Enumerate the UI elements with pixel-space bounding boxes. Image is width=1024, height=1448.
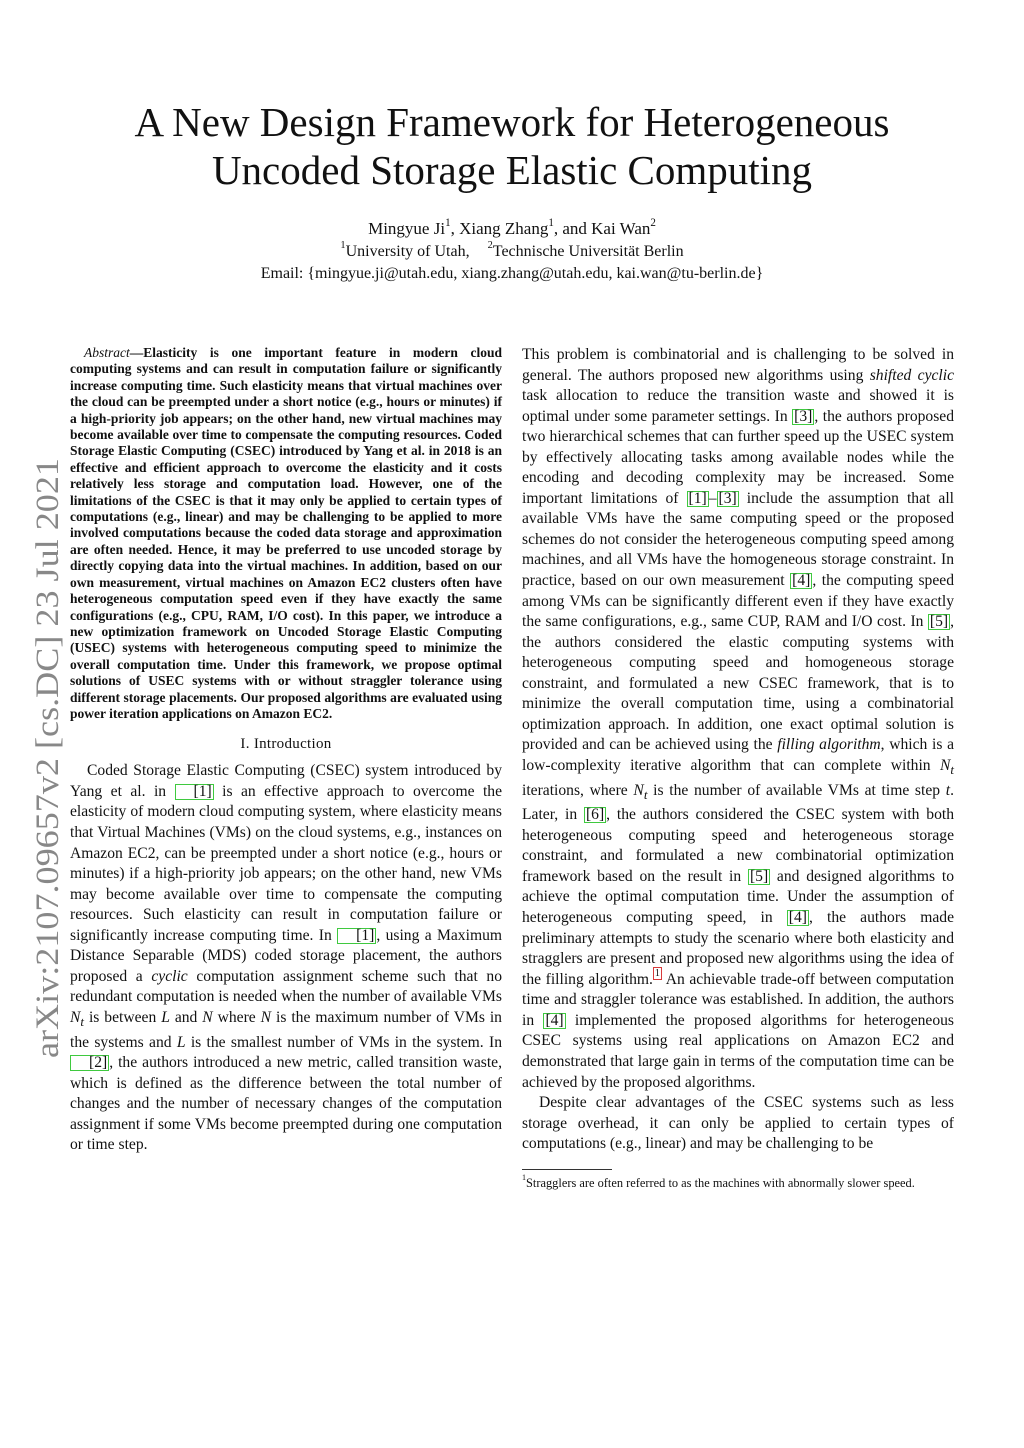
title-line-1: A New Design Framework for Heterogeneous [134,99,890,145]
section-heading-introduction: I. Introduction [240,736,332,753]
footnote-divider [522,1169,612,1170]
citation-link[interactable]: [1] [688,489,707,507]
citation-link[interactable]: [4] [792,572,811,590]
affiliations [60,241,964,263]
citation-link[interactable]: [5] [929,613,949,631]
affil-2-mark: 2 [487,240,493,252]
paper-title [60,98,964,194]
arxiv-id: arXiv:2107.09657v2 [cs.DC] 23 Jul 2021 [30,509,66,1058]
citation-link[interactable]: [5] [749,867,769,885]
left-column [70,345,502,1156]
author-1-affil: 1 [445,216,451,229]
intro-paragraph-1: Coded Storage Elastic Computing (CSEC) system introduced by Yang et al. in [1] is an effective approach to overcome the elasticity of modern cloud computing system, where elasticity means that Virtual Machines (VMs) on the cloud systems, e.g., instances on Amazon EC2, can be preempted under a short notice (e.g., hours or minutes) if a high-priority job appears; on the other hand, new VMs may become available over time to compensate the computing resources. Such elasticity can result in computation failure or significantly increase computing time. In [1] , using a Maximum Distance Separable (MDS) coded storage placement, the authors proposed a cyclic computation assignment scheme such that no redundant computation is needed when the number of available VMs $N_t$ is between L and N where N is the maximum number of VMs in the systems and L is the smallest number of VMs in the system. In [2] , the authors introduced a new metric, called transition waste, which is defined as the difference between the total number of changes and the number of necessary changes of the computation assignment if some VMs become preempted during one computation or time step. [70,762,503,1154]
citation-link[interactable]: [2] [70,1055,109,1071]
title-line-2: Uncoded Storage Elastic Computing [211,147,813,193]
intro-paragraph-3: Despite clear advantages of the CSEC systems such as less storage overhead, it can only be applied to certain types of computations (e.g., linear) and may be challenging to be [522,1094,954,1153]
affil-2: Technische Universität Berlin [492,243,684,260]
citation-link[interactable]: [1] [337,928,376,944]
footnote-mark: 1 [522,1173,527,1183]
citation-link[interactable]: [4] [788,908,807,926]
citation-link[interactable]: [3] [718,489,737,507]
author-3: , and Kai Wan [553,219,651,238]
abstract-text: Elasticity is one important feature in modern cloud computing systems and can result in computation failure or significantly increase computing time. Such elasticity means that virtual machines over the cloud can be preempted under a short notice (e.g., hours or minutes) if a high-priority job appears; on the other hand, new virtual machines may become available over time to compensate the computing resources. Coded Storage Elastic Computing (CSEC) introduced by Yang et al. in 2018 is an effective and efficient approach to overcome the elasticity and it costs relatively less storage and computation load. However, one of the limitations of the CSEC is that it may only be applied to certain types of computations (e.g., linear) and may be challenging to be applied to more involved computations because the coded data storage and approximation are often needed. Hence, it may be preferred to use uncoded storage by directly copying data into the virtual machines. In addition, based on our own measurement, virtual machines on Amazon EC2 clusters often have heterogeneous computation speed even if they have exactly the same configurations (e.g., CPU, RAM, I/O cost). In this paper, we introduce a new optimization framework on Uncoded Storage Elastic Computing (USEC) systems with heterogeneous computing speed to minimize the overall computation time. Under this framework, we propose optimal solutions of USEC systems with or without straggler tolerance using different storage placements. Our proposed algorithms are evaluated using power iteration applications on Amazon EC2. [70,345,502,721]
author-2-affil: 1 [548,216,554,229]
footnote-link[interactable]: 1 [654,968,660,980]
author-2: , Xiang Zhang [450,219,549,238]
author-3-affil: 2 [650,216,656,229]
author-1: Mingyue Ji [368,219,446,238]
affil-1-mark: 1 [340,240,346,252]
author-list [60,218,964,240]
author-emails: Email: {mingyue.ji@utah.edu, xiang.zhang@utah.edu, kai.wan@tu-berlin.de} [260,265,764,282]
abstract-label: Abstract [84,345,130,360]
footnote [522,1173,954,1192]
citation-link[interactable]: [3] [794,407,813,425]
right-column [522,345,954,1191]
affil-1: University of Utah, [345,243,470,260]
intro-paragraph-2: This problem is combinatorial and is challenging to be solved in general. The authors proposed new algorithms using shifted cyclic task allocation to reduce the transition waste and showed it is optimal under some parameter settings. In [3] , the authors proposed two hierarchical schemes that can further speed up the USEC system by effectively allocating tasks among available nodes while the encoding and decoding complexity may be increased. Some important limitations of [1] – [3] include the assumption that all available VMs have the same computing speed or the proposed schemes do not consider the heterogeneous computing speed among machines, and all VMs have the homogeneous storage constraint. In practice, based on our own measurement [4] , the computing speed among VMs can be significantly different even if they have exactly the same configurations, e.g., same CUP, RAM and I/O cost. In [5] , the authors considered the elastic computing systems with heterogeneous computing speed and homogeneous storage constraint, and formulated a new CSEC framework, that is to minimize the overall computation time, using a combinatorial optimization approach. In addition, one exact optimal solution is provided and can be achieved using the filling algorithm, which is a low-complexity iterative algorithm that can complete within $N_t$ iterations, where $N_t$ is the number of available VMs at time step t. Later, in [6] , the authors considered the CSEC system with both heterogeneous computing speed and heterogeneous storage constraint, and formulated a new combinatorial optimization framework based on the result in [5] and designed algorithms to achieve the optimal computation time. Under the assumption of heterogeneous computing speed, in [4] , the authors made preliminary attempts to study the scenario where both elasticity and stragglers are present and proposed new algorithms using the idea of the filling algorithm. $^1$ An achievable trade-off between computation time and straggler tolerance was established. In addition, the authors in [4] implemented the proposed algorithms for heterogeneous CSEC systems using real applications on Amazon EC2 and demonstrated that large gain in terms of the computation time can be achieved by the proposed algorithms. [522,346,955,1091]
abstract-dash: — [129,345,144,360]
citation-link[interactable]: [6] [585,806,605,824]
citation-link[interactable]: [1] [175,784,214,800]
citation-link[interactable]: [4] [545,1011,564,1029]
footnote-text: Stragglers are often referred to as the machines with abnormally slower speed. [526,1175,915,1190]
abstract [70,345,502,722]
